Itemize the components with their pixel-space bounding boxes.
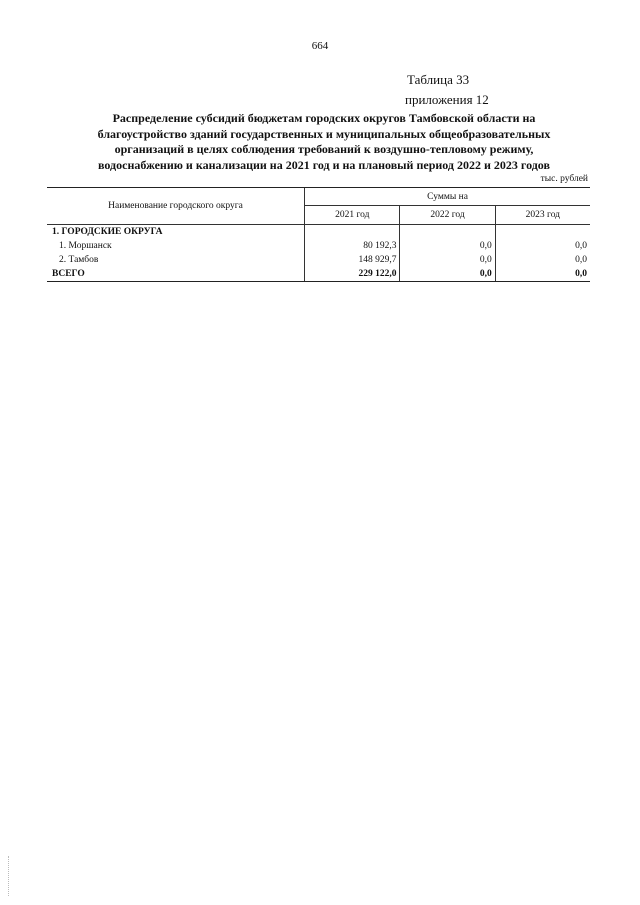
- column-header-2022: 2022 год: [400, 206, 495, 225]
- value-2021: 80 192,3: [305, 239, 400, 253]
- table-cell: [495, 225, 590, 240]
- scan-edge-marks: [8, 856, 11, 896]
- total-2022: 0,0: [400, 267, 495, 282]
- value-2022: 0,0: [400, 239, 495, 253]
- appendix-label: приложения 12: [405, 92, 489, 107]
- column-header-2023: 2023 год: [495, 206, 590, 225]
- table-row: [47, 253, 590, 267]
- column-header-sums: Суммы на: [305, 188, 590, 206]
- title-line: водоснабжению и канализации на 2021 год и на плановый период 2022 и 2023 годов: [98, 157, 550, 172]
- table-cell: [305, 225, 400, 240]
- table-cell: [400, 225, 495, 240]
- total-2023: 0,0: [495, 267, 590, 282]
- column-header-2021: 2021 год: [305, 206, 400, 225]
- row-name: 2. Тамбов: [59, 255, 99, 265]
- title-line: Распределение субсидий бюджетам городских округов Тамбовской области на: [112, 111, 536, 125]
- units-label: тыс. рублей: [540, 174, 588, 184]
- total-2021: 229 122,0: [305, 267, 400, 282]
- value-2022: 0,0: [400, 253, 495, 267]
- title-line: благоустройство зданий государственных и муниципальных общеобразовательных: [97, 126, 551, 141]
- subsidy-table: [47, 187, 590, 282]
- document-title: [48, 111, 600, 173]
- group-row: [47, 225, 590, 240]
- table-header-row: [47, 188, 590, 206]
- total-label: ВСЕГО: [47, 267, 305, 282]
- column-header-name: Наименование городского округа: [47, 188, 305, 225]
- total-row: [47, 267, 590, 282]
- page-number: 664: [311, 40, 329, 52]
- value-2021: 148 929,7: [305, 253, 400, 267]
- title-line: организаций в целях соблюдения требований к воздушно-тепловому режиму,: [114, 142, 534, 156]
- table-number: Таблица 33: [407, 72, 470, 87]
- row-name: 1. Моршанск: [59, 241, 112, 251]
- table-row: [47, 239, 590, 253]
- group-label: 1. ГОРОДСКИЕ ОКРУГА: [52, 227, 163, 237]
- value-2023: 0,0: [495, 253, 590, 267]
- value-2023: 0,0: [495, 239, 590, 253]
